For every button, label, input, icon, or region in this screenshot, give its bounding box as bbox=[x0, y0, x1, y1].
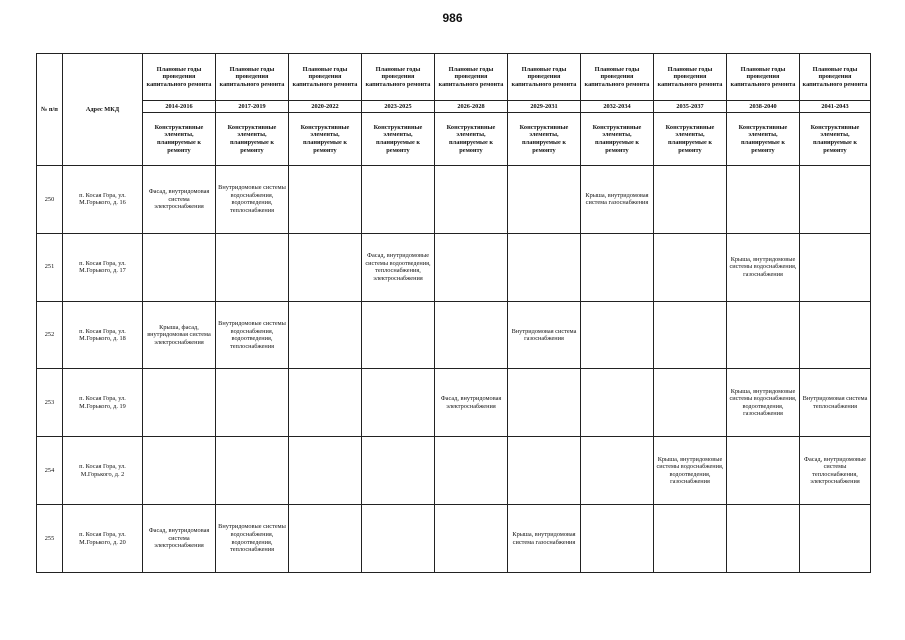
repair-elements-cell bbox=[143, 233, 216, 301]
header-planned-years: Плановые годы проведения капитального ремонта bbox=[289, 54, 362, 101]
repair-elements-cell bbox=[654, 505, 727, 573]
header-period: 2014-2016 bbox=[143, 101, 216, 113]
header-period: 2029-2031 bbox=[508, 101, 581, 113]
row-address: п. Косая Гора, ул. М.Горького, д. 18 bbox=[63, 301, 143, 369]
header-planned-years: Плановые годы проведения капитального ремонта bbox=[727, 54, 800, 101]
table-row bbox=[37, 166, 871, 234]
table-row bbox=[37, 369, 871, 437]
row-address: п. Косая Гора, ул. М.Горького, д. 17 bbox=[63, 233, 143, 301]
repair-elements-cell: Фасад, внутридомовые системы теплоснабжения, электроснабжения bbox=[800, 437, 871, 505]
table-row bbox=[37, 505, 871, 573]
table-body bbox=[37, 166, 871, 573]
header-planned-years: Плановые годы проведения капитального ремонта bbox=[581, 54, 654, 101]
row-address: п. Косая Гора, ул. М.Горького, д. 16 bbox=[63, 166, 143, 234]
repair-elements-cell: Фасад, внутридомовая электроснабжения bbox=[435, 369, 508, 437]
row-address: п. Косая Гора, ул. М.Горького, д. 2 bbox=[63, 437, 143, 505]
repair-elements-cell: Крыша, внутридомовые системы водоснабжения, водоотведения, газоснабжения bbox=[727, 369, 800, 437]
row-address: п. Косая Гора, ул. М.Горького, д. 20 bbox=[63, 505, 143, 573]
row-address: п. Косая Гора, ул. М.Горького, д. 19 bbox=[63, 369, 143, 437]
repair-elements-cell: Крыша, внутридомовая система газоснабжения bbox=[581, 166, 654, 234]
header-period: 2041-2043 bbox=[800, 101, 871, 113]
repair-elements-cell bbox=[289, 301, 362, 369]
header-elements: Конструктивные элементы, планируемые к ремонту bbox=[800, 113, 871, 166]
repair-elements-cell: Фасад, внутридомовая система электроснабжения bbox=[143, 505, 216, 573]
repair-elements-cell bbox=[362, 166, 435, 234]
repair-elements-cell bbox=[581, 505, 654, 573]
repair-elements-cell bbox=[216, 369, 289, 437]
row-number: 255 bbox=[37, 505, 63, 573]
repair-elements-cell bbox=[800, 166, 871, 234]
repair-elements-cell bbox=[435, 166, 508, 234]
repair-elements-cell bbox=[727, 505, 800, 573]
repair-elements-cell: Внутридомовая система газоснабжения bbox=[508, 301, 581, 369]
repair-elements-cell bbox=[362, 505, 435, 573]
header-period: 2026-2028 bbox=[435, 101, 508, 113]
repair-elements-cell bbox=[289, 369, 362, 437]
page-number: 986 bbox=[442, 11, 463, 25]
header-elements: Конструктивные элементы, планируемые к ремонту bbox=[435, 113, 508, 166]
repair-elements-cell bbox=[654, 369, 727, 437]
repair-elements-cell bbox=[581, 437, 654, 505]
table-row bbox=[37, 233, 871, 301]
repair-elements-cell bbox=[216, 437, 289, 505]
repair-elements-cell bbox=[508, 369, 581, 437]
header-planned-years: Плановые годы проведения капитального ремонта bbox=[216, 54, 289, 101]
header-elements: Конструктивные элементы, планируемые к ремонту bbox=[362, 113, 435, 166]
repair-elements-cell bbox=[508, 437, 581, 505]
header-elements: Конструктивные элементы, планируемые к ремонту bbox=[216, 113, 289, 166]
repair-elements-cell bbox=[289, 233, 362, 301]
header-elements: Конструктивные элементы, планируемые к ремонту bbox=[289, 113, 362, 166]
repair-elements-cell: Крыша, внутридомовые системы водоснабжения, газоснабжения bbox=[727, 233, 800, 301]
header-period: 2032-2034 bbox=[581, 101, 654, 113]
repair-elements-cell bbox=[289, 505, 362, 573]
header-planned-years: Плановые годы проведения капитального ремонта bbox=[435, 54, 508, 101]
repair-elements-cell bbox=[289, 437, 362, 505]
repair-elements-cell bbox=[581, 301, 654, 369]
table-row bbox=[37, 301, 871, 369]
repair-elements-cell bbox=[143, 369, 216, 437]
header-planned-years: Плановые годы проведения капитального ремонта bbox=[800, 54, 871, 101]
repair-elements-cell: Внутридомовые системы водоснабжения, водоотведения, теплоснабжения bbox=[216, 166, 289, 234]
repair-elements-cell bbox=[654, 166, 727, 234]
repair-elements-cell bbox=[581, 369, 654, 437]
row-number: 253 bbox=[37, 369, 63, 437]
repair-elements-cell bbox=[508, 166, 581, 234]
header-planned-years: Плановые годы проведения капитального ремонта bbox=[143, 54, 216, 101]
repair-elements-cell bbox=[581, 233, 654, 301]
header-planned-years: Плановые годы проведения капитального ремонта bbox=[362, 54, 435, 101]
repair-elements-cell: Крыша, фасад, внутридомовая система электроснабжения bbox=[143, 301, 216, 369]
repair-plan-table bbox=[36, 53, 871, 573]
repair-elements-cell bbox=[435, 301, 508, 369]
header-elements: Конструктивные элементы, планируемые к ремонту bbox=[508, 113, 581, 166]
row-number: 251 bbox=[37, 233, 63, 301]
repair-elements-cell bbox=[727, 437, 800, 505]
row-number: 250 bbox=[37, 166, 63, 234]
repair-elements-cell bbox=[435, 437, 508, 505]
row-number: 252 bbox=[37, 301, 63, 369]
repair-elements-cell bbox=[143, 437, 216, 505]
repair-elements-cell: Внутридомовая система теплоснабжения bbox=[800, 369, 871, 437]
header-address: Адрес МКД bbox=[63, 54, 143, 166]
header-elements: Конструктивные элементы, планируемые к ремонту bbox=[143, 113, 216, 166]
repair-elements-cell bbox=[654, 301, 727, 369]
repair-elements-cell: Крыша, внутридомовая система газоснабжения bbox=[508, 505, 581, 573]
repair-elements-cell bbox=[727, 166, 800, 234]
repair-elements-cell bbox=[362, 301, 435, 369]
header-planned-years: Плановые годы проведения капитального ремонта bbox=[508, 54, 581, 101]
repair-elements-cell bbox=[362, 437, 435, 505]
header-elements: Конструктивные элементы, планируемые к ремонту bbox=[727, 113, 800, 166]
repair-elements-cell bbox=[800, 301, 871, 369]
header-planned-years: Плановые годы проведения капитального ремонта bbox=[654, 54, 727, 101]
header-elements: Конструктивные элементы, планируемые к ремонту bbox=[581, 113, 654, 166]
repair-elements-cell bbox=[654, 233, 727, 301]
repair-elements-cell bbox=[508, 233, 581, 301]
header-period: 2017-2019 bbox=[216, 101, 289, 113]
header-period: 2020-2022 bbox=[289, 101, 362, 113]
repair-elements-cell: Фасад, внутридомовая система электроснабжения bbox=[143, 166, 216, 234]
repair-elements-cell: Крыша, внутридомовые системы водоснабжения, водоотведения, газоснабжения bbox=[654, 437, 727, 505]
repair-elements-cell bbox=[216, 233, 289, 301]
repair-elements-cell bbox=[435, 505, 508, 573]
table-row bbox=[37, 437, 871, 505]
repair-elements-cell: Фасад, внутридомовые системы водоотведения, теплоснабжения, электроснабжения bbox=[362, 233, 435, 301]
repair-elements-cell: Внутридомовые системы водоснабжения, водоотведения, теплоснабжения bbox=[216, 301, 289, 369]
header-period: 2035-2037 bbox=[654, 101, 727, 113]
repair-elements-cell bbox=[800, 505, 871, 573]
repair-elements-cell bbox=[800, 233, 871, 301]
header-period: 2023-2025 bbox=[362, 101, 435, 113]
repair-elements-cell: Внутридомовые системы водоснабжения, водоотведения, теплоснабжения bbox=[216, 505, 289, 573]
header-period: 2038-2040 bbox=[727, 101, 800, 113]
repair-elements-cell bbox=[289, 166, 362, 234]
header-num: № п/п bbox=[37, 54, 63, 166]
repair-elements-cell bbox=[362, 369, 435, 437]
repair-elements-cell bbox=[435, 233, 508, 301]
row-number: 254 bbox=[37, 437, 63, 505]
repair-elements-cell bbox=[727, 301, 800, 369]
header-elements: Конструктивные элементы, планируемые к ремонту bbox=[654, 113, 727, 166]
